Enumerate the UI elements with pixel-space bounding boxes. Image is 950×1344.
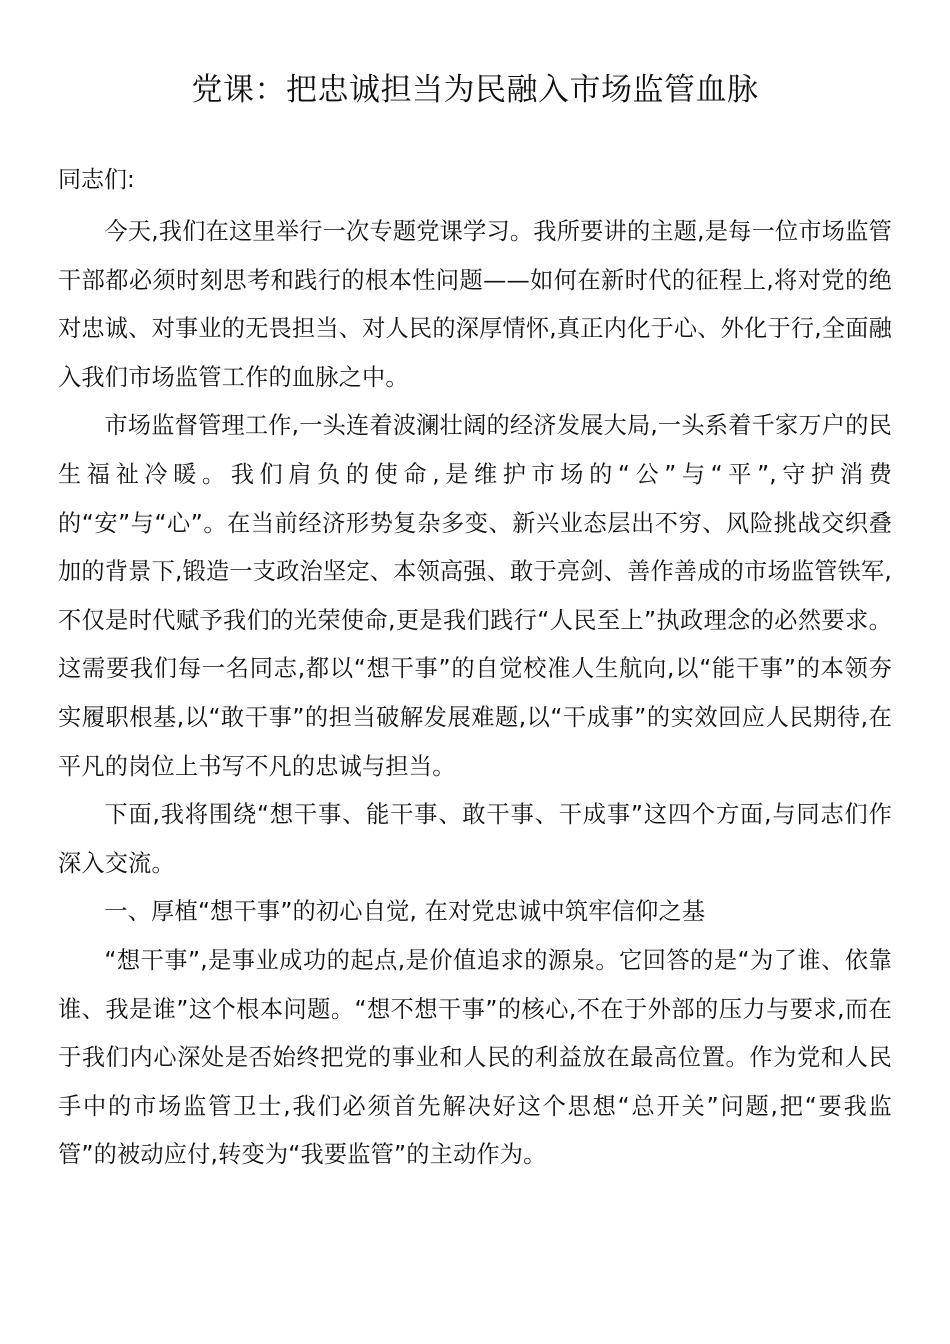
paragraph-intro: 今天,我们在这里举行一次专题党课学习。我所要讲的主题,是每一位市场监管干部都必须时刻思考和践行的根本性问题——如何在新时代的征程上,将对党的绝对忠诚、对事业的无畏担当、对人民的深厚情怀,真正内化于心、外化于行,全面融入我们市场监管工作的血脉之中。 bbox=[58, 218, 892, 391]
paragraph-section-1: “想干事”,是事业成功的起点,是价值追求的源泉。它回答的是“为了谁、依靠谁、我是谁”这个根本问题。“想不想干事”的核心,不在于外部的压力与要求,而在于我们内心深处是否始终把党的事业和人民的利益放在最高位置。作为党和人民手中的市场监管卫士,我们必须首先解决好这个思想“总开关”问题,把“要我监管”的被动应付,转变为“我要监管”的主动作为。 bbox=[58, 946, 892, 1169]
paragraph-context: 市场监督管理工作,一头连着波澜壮阔的经济发展大局,一头系着千家万户的民生福祉冷暖。我们肩负的使命,是维护市场的“公”与“平”,守护消费的“安”与“心”。在当前经济形势复杂多变、新兴业态层出不穷、风险挑战交织叠加的背景下,锻造一支政治坚定、本领高强、敢于亮剑、善作善成的市场监管铁军,不仅是时代赋予我们的光荣使命,更是我们践行“人民至上”执政理念的必然要求。这需要我们每一名同志,都以“想干事”的自觉校准人生航向,以“能干事”的本领夯实履职根基,以“敢干事”的担当破解发展难题,以“干成事”的实效回应人民期待,在平凡的岗位上书写不凡的忠诚与担当。 bbox=[58, 412, 892, 780]
greeting: 同志们: bbox=[58, 167, 135, 193]
paragraph-outline: 下面,我将围绕“想干事、能干事、敢干事、干成事”这四个方面,与同志们作深入交流。 bbox=[58, 801, 892, 877]
document-title: 党课：把忠诚担当为民融入市场监管血脉 bbox=[191, 72, 759, 108]
section-heading-1: 一、厚植“想干事”的初心自觉, 在对党忠诚中筑牢信仰之基 bbox=[104, 898, 706, 926]
document-body bbox=[58, 208, 892, 1180]
